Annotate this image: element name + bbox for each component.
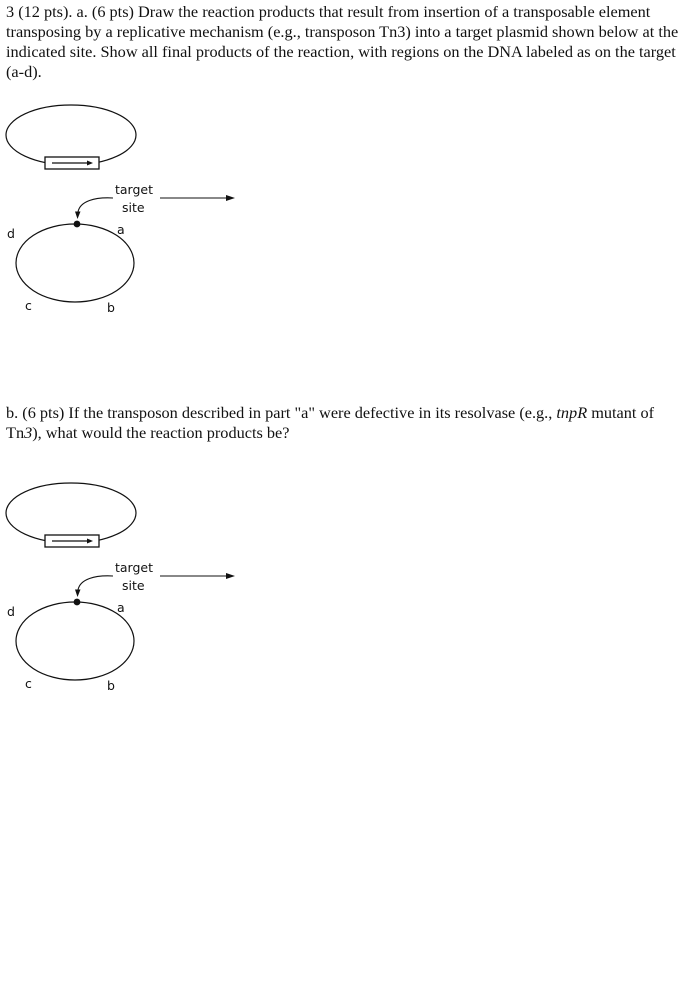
question-b-num: 3	[24, 423, 33, 442]
target-label: target	[115, 560, 154, 575]
region-a-label: a	[117, 600, 125, 615]
target-label: target	[115, 182, 154, 197]
region-d-label: d	[7, 226, 15, 241]
region-b-label: b	[107, 300, 115, 315]
region-c-label: c	[25, 676, 32, 691]
region-a-label: a	[117, 222, 125, 237]
question-a-text: 3 (12 pts). a. (6 pts) Draw the reaction products that result from insertion of a transposable element transposing by a replicative mechanism (e.g., transposon Tn3) into a target plasmid shown below at the indicated site. Show all final products of the reaction, with regions on the DNA labeled as on the target (a-d).	[6, 2, 679, 81]
plasmid-diagram-a	[0, 100, 260, 330]
products-arrowhead	[226, 195, 235, 201]
question-b-post: ), what would the reaction products be?	[32, 423, 290, 442]
products-arrowhead	[226, 573, 235, 579]
transposon-plasmid	[6, 483, 136, 543]
site-label: site	[122, 578, 145, 593]
question-b-text	[6, 403, 690, 443]
region-d-label: d	[7, 604, 15, 619]
target-pointer	[78, 576, 113, 590]
region-c-label: c	[25, 298, 32, 313]
target-site-dot	[74, 221, 81, 228]
target-site-dot	[74, 599, 81, 606]
site-label: site	[122, 200, 145, 215]
target-pointer	[78, 198, 113, 212]
question-b-pre: b. (6 pts) If the transposon described in part "a" were defective in its resolvase (e.g.,	[6, 403, 557, 422]
plasmid-diagram-b	[0, 478, 260, 708]
transposon-plasmid	[6, 105, 136, 165]
region-b-label: b	[107, 678, 115, 693]
question-b-gene: tnpR	[556, 403, 588, 422]
target-pointer-head	[75, 590, 81, 598]
target-pointer-head	[75, 212, 81, 220]
question-b-mid: mutant of Tn	[6, 403, 655, 442]
